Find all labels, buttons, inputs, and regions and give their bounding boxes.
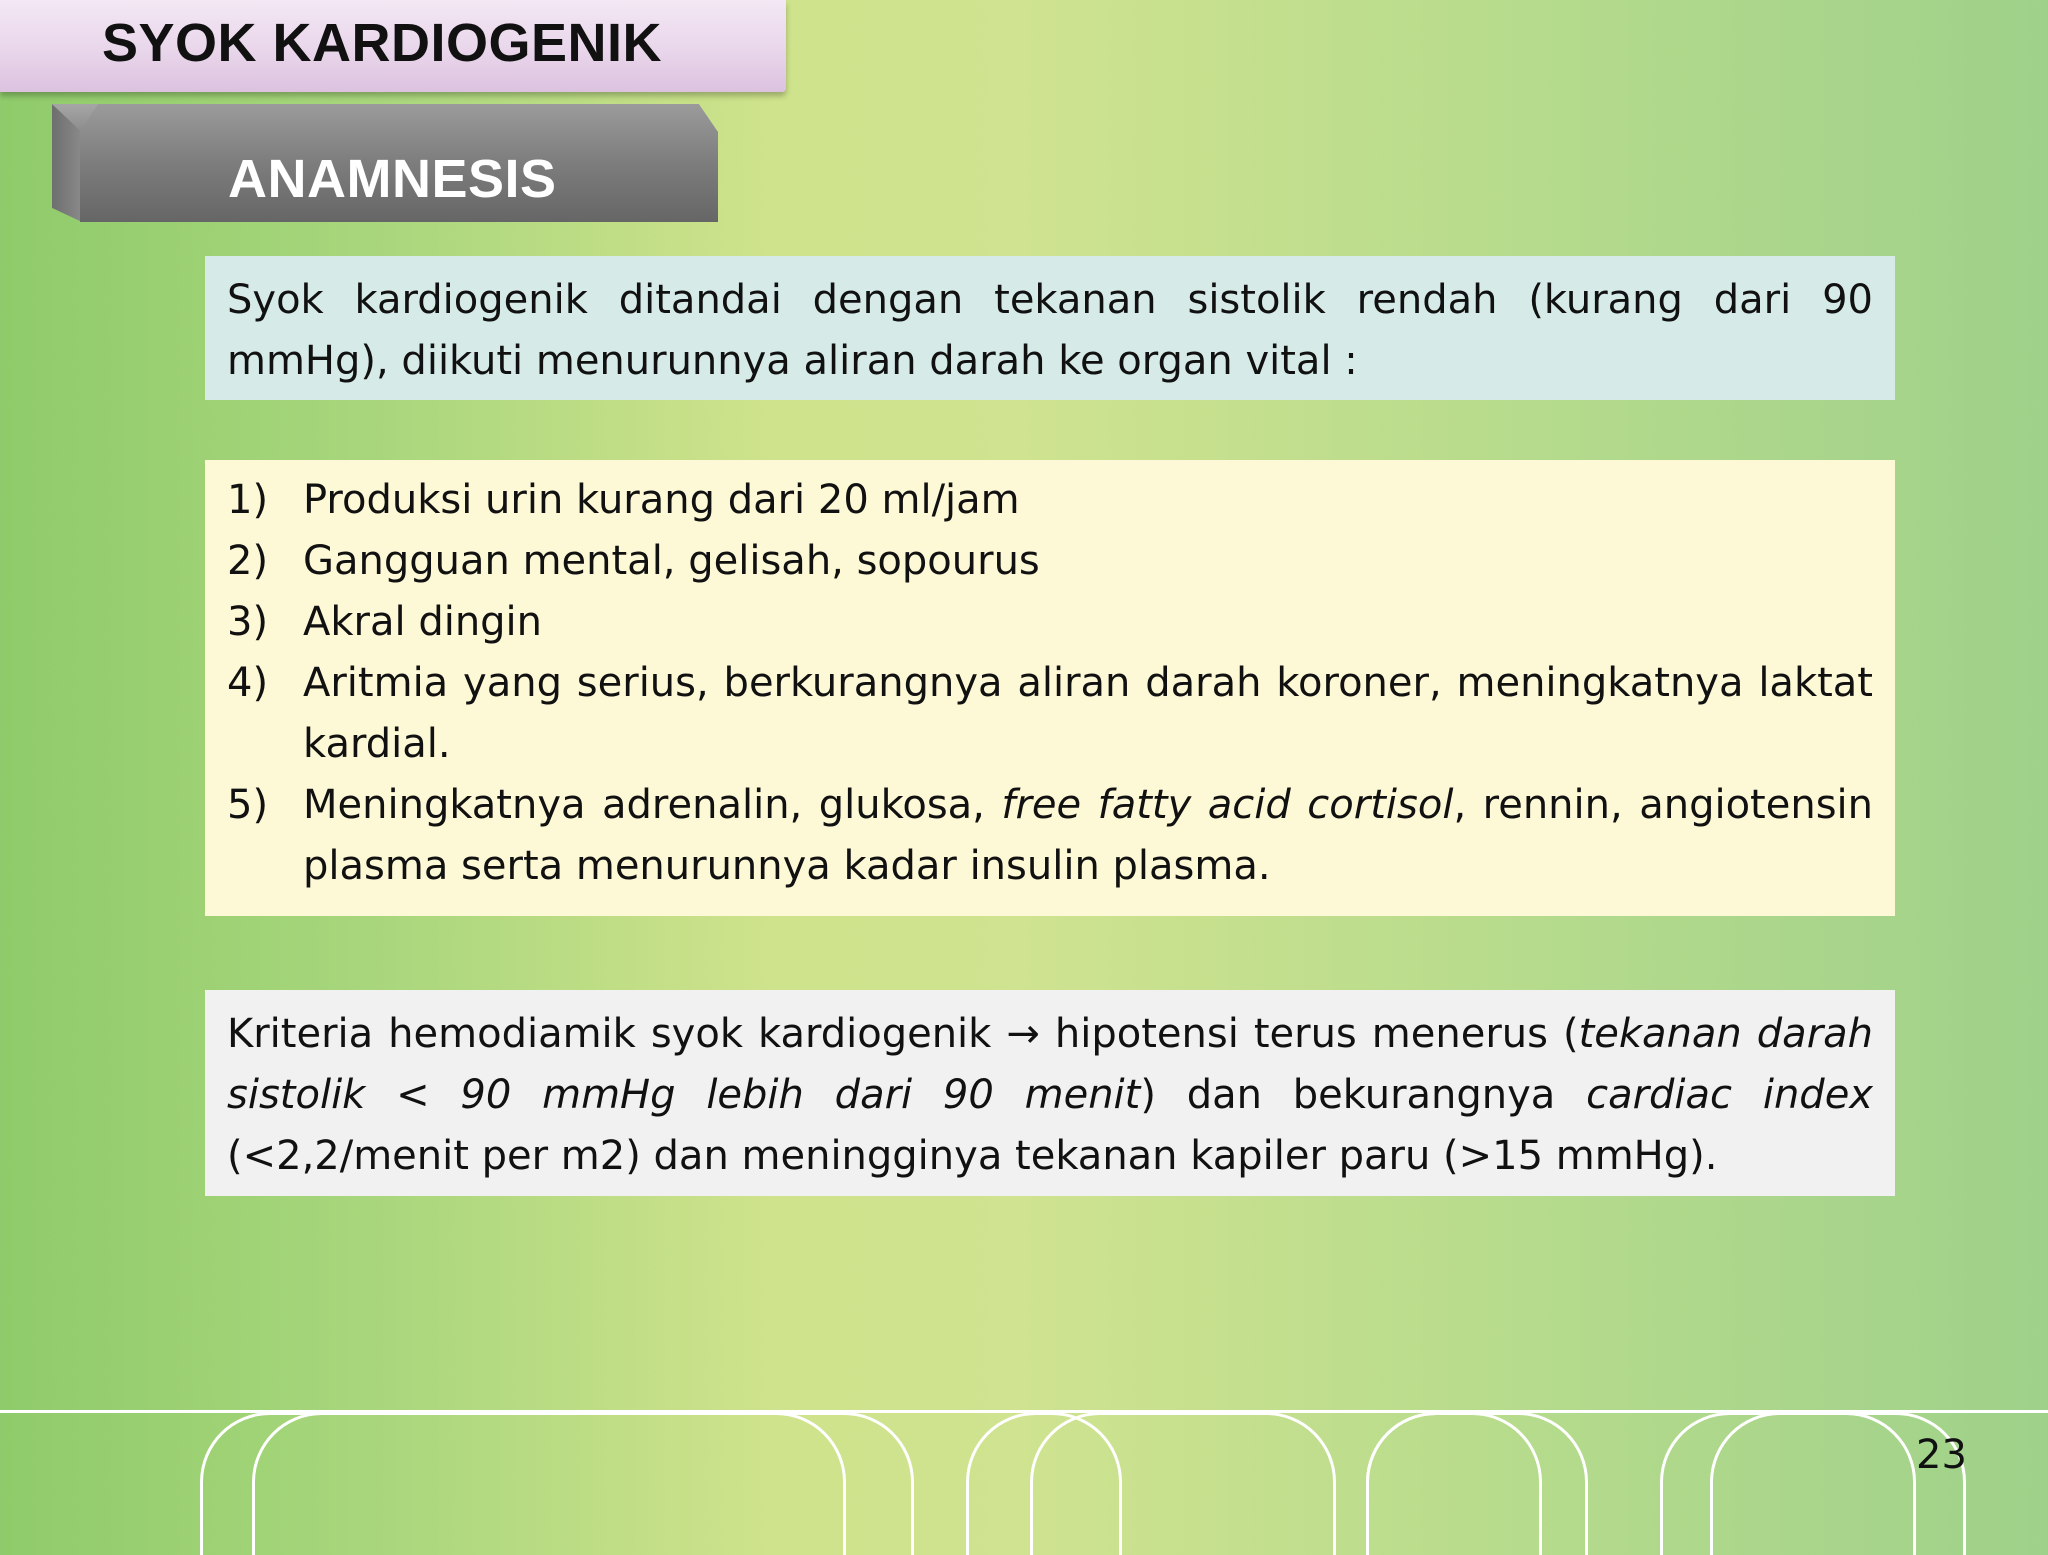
- footer-arch-decoration: [252, 1412, 914, 1555]
- criteria-text-3: ) dan bekurangnya: [1140, 1072, 1587, 1118]
- criteria-text-2: hipotensi terus menerus (: [1039, 1011, 1579, 1057]
- criteria-box: [205, 990, 1895, 1196]
- criteria-italic-1: tekanan darah sistolik < 90 mmHg lebih dari 90 menit: [227, 1011, 1874, 1118]
- list-number: 3): [227, 599, 269, 645]
- slide-subtitle: ANAMNESIS: [228, 149, 557, 209]
- title-banner: [0, 0, 786, 92]
- list-text-italic: free fatty acid cortisol: [1001, 782, 1454, 828]
- list-text: Gangguan mental, gelisah, sopourus: [303, 538, 1040, 584]
- footer-arch-decoration: [1030, 1412, 1336, 1555]
- list-item: [227, 531, 1873, 592]
- page-number: 23: [1916, 1432, 1967, 1478]
- symptom-list-box: [205, 460, 1895, 916]
- intro-box: [205, 256, 1895, 400]
- list-item: [227, 653, 1873, 775]
- footer-arch-decoration: [1366, 1412, 1588, 1555]
- criteria-italic-2: cardiac index: [1586, 1072, 1873, 1118]
- list-number: 2): [227, 538, 269, 584]
- list-item: [227, 470, 1873, 531]
- arrow-right-icon: →: [1006, 1011, 1040, 1057]
- list-text-pre: Meningkatnya adrenalin, glukosa,: [303, 782, 1002, 828]
- subtitle-banner: [52, 104, 718, 222]
- list-text-post: , rennin, angiotensin plasma serta menurunnya kadar insulin plasma.: [303, 782, 1874, 889]
- list-number: 1): [227, 477, 269, 523]
- list-number: 5): [227, 782, 269, 828]
- criteria-text-4: (<2,2/menit per m2) dan meningginya tekanan kapiler paru (>15 mmHg).: [227, 1133, 1718, 1179]
- intro-text: Syok kardiogenik ditandai dengan tekanan sistolik rendah (kurang dari 90 mmHg), diikuti menurunnya aliran darah ke organ vital :: [227, 277, 1873, 384]
- list-item: [227, 592, 1873, 653]
- slide-title: SYOK KARDIOGENIK: [102, 13, 663, 73]
- list-text: Akral dingin: [303, 599, 543, 645]
- list-item: [227, 775, 1873, 897]
- list-number: 4): [227, 660, 269, 706]
- list-text: [303, 775, 1873, 897]
- criteria-text-1: Kriteria hemodiamik syok kardiogenik: [227, 1011, 1007, 1057]
- list-text: Produksi urin kurang dari 20 ml/jam: [303, 477, 1020, 523]
- list-text: Aritmia yang serius, berkurangnya aliran darah koroner, meningkatnya laktat kardial.: [303, 660, 1873, 767]
